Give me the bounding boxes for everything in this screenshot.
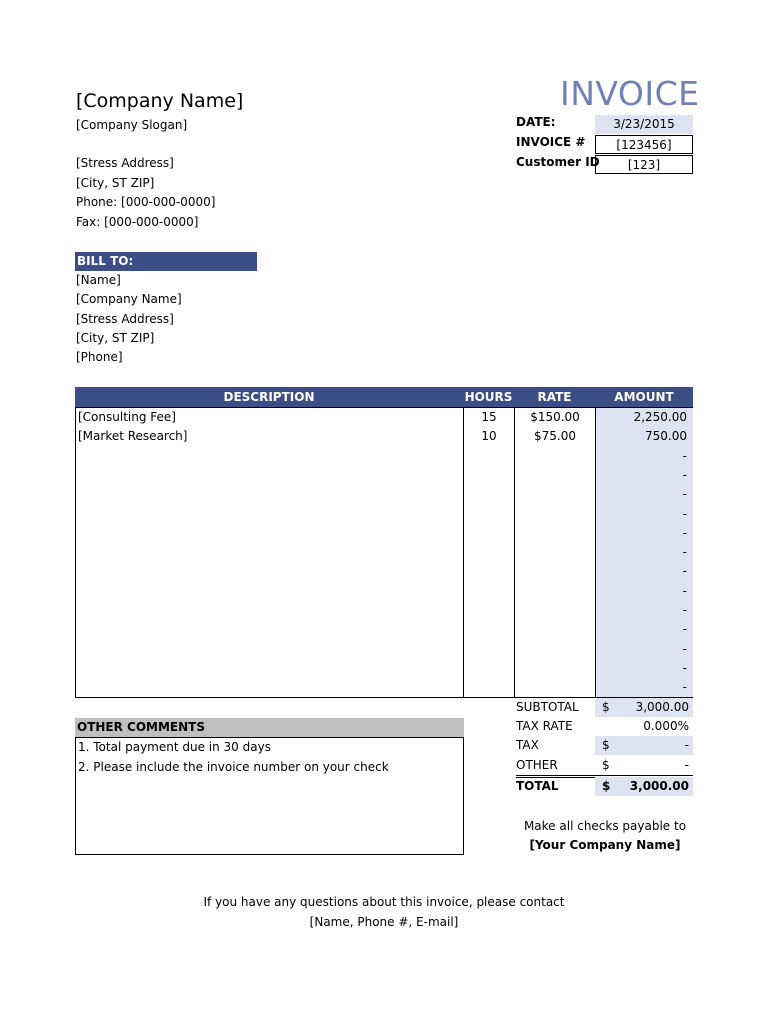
total-label: TOTAL: [516, 779, 559, 793]
table-row: [76, 582, 692, 601]
table-row: [76, 408, 692, 427]
item-amount: -: [682, 467, 687, 482]
table-row: [76, 427, 692, 446]
company-phone: Phone: [000-000-0000]: [76, 195, 216, 209]
item-amount: -: [682, 660, 687, 675]
company-address: [Stress Address]: [76, 156, 174, 170]
comments-box: [75, 737, 464, 855]
item-amount: -: [682, 583, 687, 598]
items-table-body: [75, 407, 693, 698]
item-description: [Consulting Fee]: [78, 410, 176, 424]
tax-currency: $: [602, 738, 610, 752]
date-label: DATE:: [516, 115, 556, 129]
item-amount: -: [682, 564, 687, 579]
table-row: [76, 620, 692, 639]
item-amount: -: [682, 545, 687, 560]
company-city: [City, ST ZIP]: [76, 176, 155, 190]
invoice-number-value: [123456]: [595, 135, 693, 154]
other-currency: $: [602, 758, 610, 772]
bill-to-city: [City, ST ZIP]: [76, 331, 155, 345]
bill-to-name: [Name]: [76, 273, 121, 287]
total-currency: $: [602, 779, 611, 793]
table-row: [76, 466, 692, 485]
item-description: [Market Research]: [78, 429, 188, 444]
item-amount: 750.00: [645, 429, 687, 444]
item-hours: 15: [481, 410, 497, 424]
subtotal-row: [516, 698, 693, 718]
total-value: 3,000.00: [629, 779, 689, 793]
item-amount: 2,250.00: [633, 410, 687, 424]
table-row: [76, 678, 692, 697]
subtotal-value: 3,000.00: [635, 700, 689, 714]
table-row: [76, 640, 692, 659]
tax-value: -: [684, 738, 689, 752]
invoice-title: INVOICE: [560, 74, 700, 113]
company-fax: Fax: [000-000-0000]: [76, 215, 199, 229]
header-description: DESCRIPTION: [223, 390, 315, 404]
comment-line-1: 1. Total payment due in 30 days: [78, 740, 271, 754]
header-hours: HOURS: [464, 390, 513, 404]
footer-contact-info: [Name, Phone #, E-mail]: [309, 915, 459, 929]
table-row: [76, 485, 692, 504]
invoice-number-label: INVOICE #: [516, 135, 586, 149]
company-name: [Company Name]: [76, 90, 244, 112]
other-label: OTHER: [516, 758, 558, 772]
tax-rate-value: 0.000%: [643, 719, 689, 733]
tax-rate-row: [516, 717, 693, 737]
table-row: [76, 524, 692, 543]
table-row: [76, 562, 692, 581]
other-row: [516, 756, 693, 776]
item-rate: $150.00: [530, 410, 580, 424]
subtotal-currency: $: [602, 700, 610, 714]
item-amount: -: [682, 622, 687, 637]
other-value: -: [684, 758, 689, 772]
table-row: [76, 601, 692, 620]
tax-cell: [595, 736, 693, 755]
item-amount: -: [682, 525, 687, 540]
item-amount: -: [682, 487, 687, 502]
item-amount: -: [682, 641, 687, 656]
items-table-header: [75, 387, 693, 407]
total-row: [516, 777, 693, 797]
tax-rate-label: TAX RATE: [516, 719, 573, 733]
item-amount: -: [682, 603, 687, 617]
bill-to-company: [Company Name]: [76, 292, 182, 306]
table-row: [76, 505, 692, 524]
bill-to-address: [Stress Address]: [76, 312, 174, 326]
header-amount: AMOUNT: [614, 390, 674, 404]
tax-label: TAX: [516, 738, 539, 752]
item-amount: -: [682, 506, 687, 521]
table-row: [76, 447, 692, 466]
footer-contact-line: If you have any questions about this invoice, please contact: [203, 895, 565, 909]
comments-header: OTHER COMMENTS: [75, 718, 464, 737]
item-amount: -: [682, 448, 687, 463]
payable-line: Make all checks payable to: [523, 819, 687, 833]
subtotal-label: SUBTOTAL: [516, 700, 579, 714]
item-amount: -: [682, 680, 687, 695]
header-rate: RATE: [537, 390, 572, 404]
comment-line-2: 2. Please include the invoice number on your check: [78, 759, 389, 774]
table-row: [76, 543, 692, 562]
customer-id-label: Customer ID: [516, 155, 600, 169]
date-value: 3/23/2015: [595, 115, 693, 134]
table-row: [76, 659, 692, 678]
customer-id-value: [123]: [595, 155, 693, 174]
company-slogan: [Company Slogan]: [76, 118, 188, 132]
tax-row: [516, 736, 693, 756]
bill-to-header: BILL TO:: [75, 252, 257, 271]
item-rate: $75.00: [534, 429, 576, 444]
item-hours: 10: [481, 429, 497, 444]
bill-to-phone: [Phone]: [76, 350, 123, 364]
payable-company: [Your Company Name]: [529, 838, 681, 852]
